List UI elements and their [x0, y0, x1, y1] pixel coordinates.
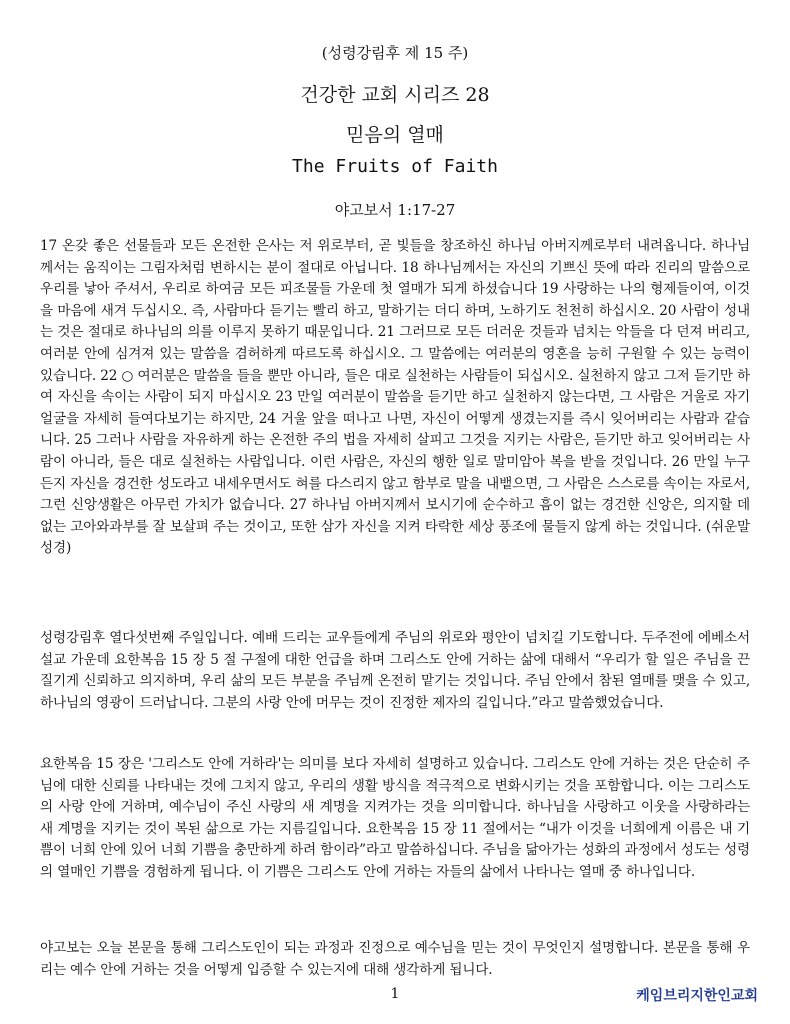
sermon-title: 믿음의 열매	[346, 124, 444, 146]
scripture-reference: 야고보서 1:17-27	[334, 201, 456, 219]
body-paragraph: 요한복음 15 장은 '그리스도 안에 거하라'는 의미를 보다 자세히 설명하고 있습니다. 그리스도 안에 거하는 것은 단순히 주님에 대한 신뢰를 나타내는 것에 그치지 않고, 우리의 생활 방식을 적극적으로 변화시키는 것을 포함합니다. 이는 그리스도의 사랑 안에 거하며, 예수님이 주신 사랑의 새 계명을 지켜가는 것을 의미합니다. 하나님을 사랑하고 이웃을 사랑하라는 새 계명을 지키는 것이 복된 삶으로 가는 지름길입니다. 요한복음 15 장 11 절에서는 “내가 이것을 너희에게 이름은 내 기쁨이 너희 안에 있어 너희 기쁨을 충만하게 하려 함이라”라고 말씀하십니다. 주님을 닮아가는 성화의 과정에서 성도는 성령의 열매인 기쁨을 경험하게 됩니다. 이 기쁨은 그리스도 안에 거하는 자들의 삶에서 나타나는 열매 중 하나입니다.	[40, 756, 750, 880]
sermon-week-subtitle: (성령강림후 제 15 주)	[321, 44, 469, 62]
church-name-footer: 케임브리지한인교회	[636, 988, 758, 1004]
body-paragraph: 야고보는 오늘 본문을 통해 그리스도인이 되는 과정과 진정으로 예수님을 믿는 것이 무엇인지 설명합니다. 본문을 통해 우리는 예수 안에 거하는 것을 어떻게 입증할 수 있는지에 대해 생각하게 됩니다.	[40, 940, 750, 978]
series-title: 건강한 교회 시리즈 28	[300, 84, 490, 106]
page-number: 1	[390, 986, 400, 1002]
scripture-text-paragraph: 17 온갖 좋은 선물들과 모든 온전한 은사는 저 위로부터, 곧 빛들을 창조하신 하나님 아버지께로부터 내려옵니다. 하나님께서는 움직이는 그림자처럼 변하시는 분이 절대로 아닙니다. 18 하나님께서는 자신의 기쁘신 뜻에 따라 진리의 말씀으로 우리를 낳아 주셔서, 우리로 하여금 모든 피조물들 가운데 첫 열매가 되게 하셨습니다 19 사랑하는 나의 형제들이여, 이것을 마음에 새겨 두십시오. 즉, 사람마다 듣기는 빨리 하고, 말하기는 더디 하며, 노하기도 천천히 하십시오. 20 사람이 성내는 것은 절대로 하나님의 의를 이루지 못하기 때문입니다. 21 그러므로 모든 더러운 것들과 넘치는 악들을 다 던져 버리고, 여러분 안에 심겨져 있는 말씀을 겸허하게 따르도록 하십시오. 그 말씀에는 여러분의 영혼을 능히 구원할 수 있는 능력이 있습니다. 22 ○ 여러분은 말씀을 들을 뿐만 아니라, 들은 대로 실천하는 사람들이 되십시오. 실천하지 않고 그저 듣기만 하여 자신을 속이는 사람이 되지 마십시오 23 만일 여러분이 말씀을 듣기만 하고 실천하지 않는다면, 그 사람은 거울로 자기 얼굴을 자세히 들여다보기는 하지만, 24 거울 앞을 떠나고 나면, 자신이 어떻게 생겼는지를 즉시 잊어버리는 사람과 같습니다. 25 그러나 사람을 자유하게 하는 온전한 주의 법을 자세히 살피고 그것을 지키는 사람은, 듣기만 하고 잊어버리는 사람이 아니라, 들은 대로 실천하는 사람입니다. 이런 사람은, 자신의 행한 일로 말미암아 복을 받을 것입니다. 26 만일 누구든지 자신을 경건한 성도라고 내세우면서도 혀를 다스리지 않고 함부로 말을 내뱉으면, 그 사람은 스스로를 속이는 자로서, 그런 신앙생활은 아무런 가치가 없습니다. 27 하나님 아버지께서 보시기에 순수하고 흠이 없는 경건한 신앙은, 의지할 데 없는 고아와과부를 잘 보살펴 주는 것이고, 또한 삼가 자신을 지켜 타락한 세상 풍조에 물들지 않게 하는 것입니다. (쉬운말 성경)	[40, 238, 750, 557]
english-title: The Fruits of Faith	[292, 156, 498, 177]
body-paragraph: 성령강림후 열다섯번째 주일입니다. 예배 드리는 교우들에게 주님의 위로와 평안이 넘치길 기도합니다. 두주전에 에베소서 설교 가운데 요한복음 15 장 5 절 구절에 대한 언급을 하며 그리스도 안에 거하는 삶에 대해서 “우리가 할 일은 주님을 끈질기게 신뢰하고 의지하며, 우리 삶의 모든 부분을 주님께 온전히 맡기는 것입니다. 주님 안에서 참된 열매를 맺을 수 있고, 하나님의 영광이 드러납니다. 그분의 사랑 안에 머무는 것이 진정한 제자의 길입니다.”라고 말씀했었습니다.	[40, 630, 750, 711]
